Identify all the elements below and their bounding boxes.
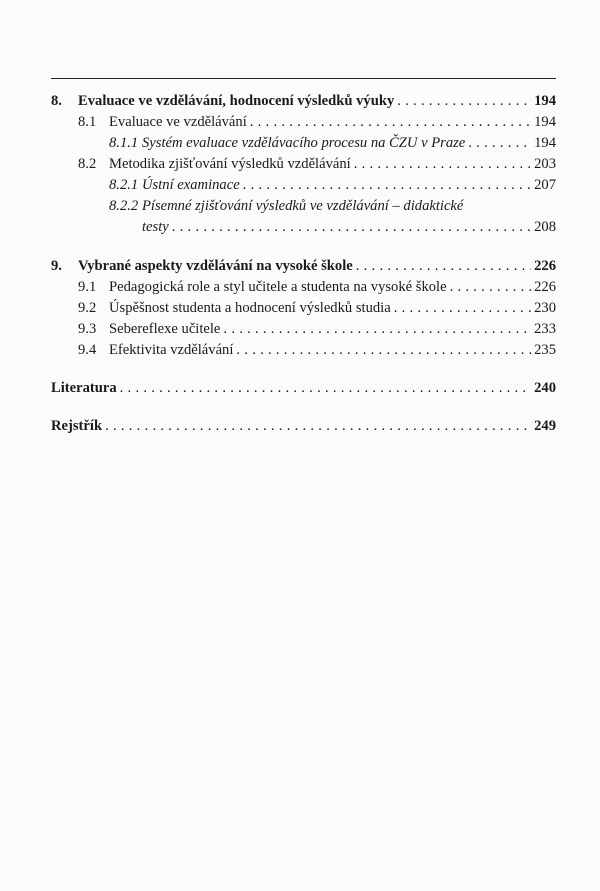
- top-rule: [51, 78, 556, 79]
- page-number: 230: [534, 300, 556, 316]
- page-number: 194: [534, 135, 556, 151]
- dot-leader: [172, 217, 531, 238]
- spacer: [51, 399, 556, 416]
- page-number: 233: [534, 321, 556, 337]
- subsection-title: Systém evaluace vzdělávacího procesu na ČZU v Praze: [142, 135, 466, 151]
- dot-leader: [223, 319, 531, 340]
- subsection-title: Ústní examinace: [142, 177, 240, 193]
- page-number: 208: [534, 219, 556, 235]
- toc-section-8-1[interactable]: [51, 112, 556, 133]
- page-number: 235: [534, 342, 556, 358]
- entry-title: Rejstřík: [51, 418, 103, 434]
- toc-section-9-3[interactable]: [51, 319, 556, 340]
- toc-section-9-2[interactable]: [51, 298, 556, 319]
- page-number: 226: [534, 279, 556, 295]
- dot-leader: [356, 256, 531, 277]
- page-number: 240: [534, 380, 556, 396]
- section-title: Pedagogická role a styl učitele a studenta na vysoké škole: [109, 279, 447, 295]
- dot-leader: [105, 416, 531, 437]
- section-title: Metodika zjišťování výsledků vzdělávání: [109, 156, 351, 172]
- section-title: Efektivita vzdělávání: [109, 342, 234, 358]
- dot-leader: [243, 175, 531, 196]
- section-number: 8.2: [78, 156, 97, 172]
- toc-section-9-4[interactable]: [51, 340, 556, 361]
- toc-section-8-2[interactable]: [51, 154, 556, 175]
- subsection-number: 8.2.1: [109, 177, 139, 193]
- subsection-title-line-1: Písemné zjišťování výsledků ve vzdělávání – didaktické: [142, 198, 464, 214]
- table-of-contents: [51, 91, 556, 437]
- dot-leader: [354, 154, 531, 175]
- chapter-title: Evaluace ve vzdělávání, hodnocení výsledků výuky: [78, 93, 395, 109]
- spacer: [51, 361, 556, 378]
- dot-leader: [120, 378, 531, 399]
- dot-leader: [250, 112, 531, 133]
- page-number: 226: [534, 258, 556, 274]
- toc-subsection-8-2-1[interactable]: [51, 175, 556, 196]
- page-number: 194: [534, 93, 556, 109]
- toc-chapter-8[interactable]: [51, 91, 556, 112]
- toc-literatura[interactable]: [51, 378, 556, 399]
- entry-title: Literatura: [51, 380, 117, 396]
- page-number: 203: [534, 156, 556, 172]
- toc-subsection-8-2-2-continued[interactable]: [51, 217, 556, 238]
- subsection-number: 8.1.1: [109, 135, 139, 151]
- page-number: 207: [534, 177, 556, 193]
- section-title: Úspěšnost studenta a hodnocení výsledků studia: [109, 300, 391, 316]
- toc-section-9-1[interactable]: [51, 277, 556, 298]
- toc-subsection-8-2-2[interactable]: [51, 196, 556, 217]
- dot-leader: [394, 298, 531, 319]
- section-number: 9.3: [78, 321, 97, 337]
- dot-leader: [450, 277, 532, 298]
- section-title: Evaluace ve vzdělávání: [109, 114, 247, 130]
- chapter-number: 8.: [51, 93, 62, 109]
- toc-chapter-9[interactable]: [51, 256, 556, 277]
- section-title: Sebereflexe učitele: [109, 321, 221, 337]
- dot-leader: [236, 340, 531, 361]
- section-number: 9.1: [78, 279, 97, 295]
- subsection-title-line-2: testy: [142, 219, 169, 235]
- spacer: [51, 238, 556, 256]
- toc-subsection-8-1-1[interactable]: [51, 133, 556, 154]
- section-number: 8.1: [78, 114, 97, 130]
- toc-rejstrik[interactable]: [51, 416, 556, 437]
- chapter-number: 9.: [51, 258, 62, 274]
- page-number: 194: [534, 114, 556, 130]
- chapter-title: Vybrané aspekty vzdělávání na vysoké škole: [78, 258, 353, 274]
- dot-leader: [468, 133, 531, 154]
- subsection-number: 8.2.2: [109, 198, 139, 214]
- section-number: 9.2: [78, 300, 97, 316]
- dot-leader: [397, 91, 531, 112]
- section-number: 9.4: [78, 342, 97, 358]
- page-number: 249: [534, 418, 556, 434]
